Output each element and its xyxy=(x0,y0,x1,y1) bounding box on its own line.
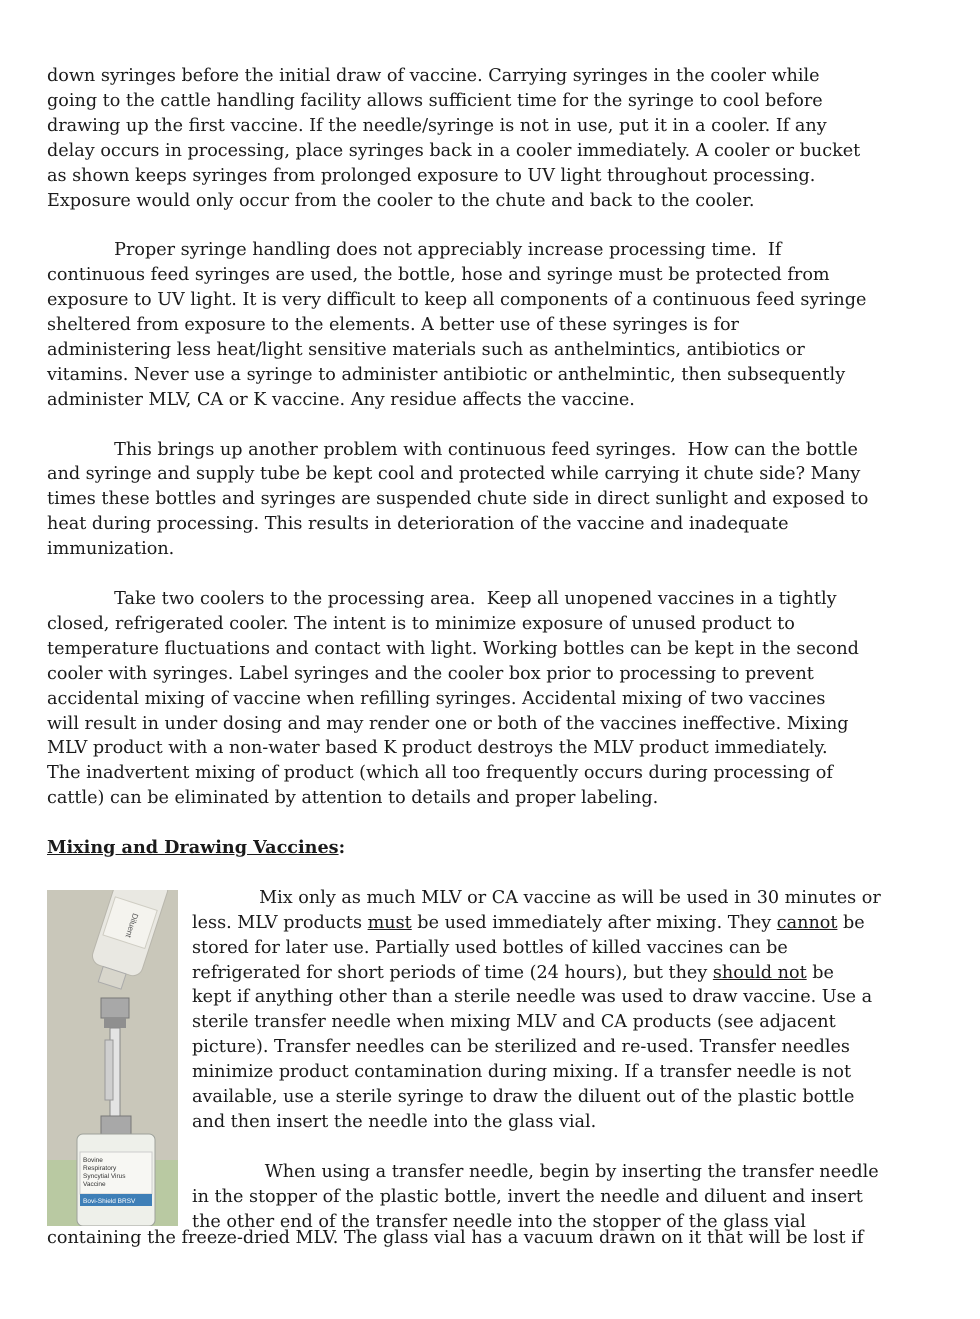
paragraph-two-coolers xyxy=(47,587,917,811)
text-line: sterile transfer needle when mixing MLV and CA products (see adjacent xyxy=(192,1012,836,1033)
text-line: accidental mixing of vaccine when refilling syringes. Accidental mixing of two vaccines xyxy=(47,688,826,709)
underlined-text: should not xyxy=(712,962,807,983)
text-line: continuous feed syringes are used, the bottle, hose and syringe must be protected from xyxy=(47,265,830,286)
transfer-needle-photo xyxy=(47,890,178,1226)
vial-label-line: Bovine xyxy=(83,1156,103,1164)
paragraph-syringe-cooling xyxy=(47,64,917,213)
text-line: and then insert the needle into the glass vial. xyxy=(192,1111,597,1132)
text-span: be used immediately after mixing. They xyxy=(411,912,777,933)
text-line: will result in under dosing and may render one or both of the vaccines ineffective. Mixing xyxy=(47,713,849,734)
vial-band-label: Bovi-Shield BRSV xyxy=(83,1197,136,1205)
mixing-text xyxy=(192,886,881,1235)
text-line: down syringes before the initial draw of vaccine. Carrying syringes in the cooler while xyxy=(47,66,820,86)
text-line: temperature fluctuations and contact with light. Working bottles can be kept in the second xyxy=(47,638,859,659)
text-line: MLV product with a non-water based K product destroys the MLV product immediately. xyxy=(47,738,828,759)
text-line: in the stopper of the plastic bottle, invert the needle and diluent and insert xyxy=(192,1186,863,1207)
text-line: This brings up another problem with continuous feed syringes. How can the bottle xyxy=(47,439,858,460)
text-line: drawing up the first vaccine. If the needle/syringe is not in use, put it in a cooler. If any xyxy=(47,115,827,136)
text-line: administering less heat/light sensitive materials such as anthelmintics, antibiotics or xyxy=(47,339,805,360)
bottle-label: Diluent xyxy=(123,911,140,939)
text-line: Mix only as much MLV or CA vaccine as will be used in 30 minutes or xyxy=(192,887,881,908)
text-line: The inadvertent mixing of product (which all too frequently occurs during processing of xyxy=(47,763,833,784)
text-line: Proper syringe handling does not appreciably increase processing time. If xyxy=(47,240,782,261)
text-line xyxy=(192,911,881,936)
paragraph-syringe-handling xyxy=(47,238,917,412)
section-heading-colon: : xyxy=(338,837,346,859)
text-line: delay occurs in processing, place syringes back in a cooler immediately. A cooler or bucket xyxy=(47,140,861,161)
text-line: Exposure would only occur from the cooler to the chute and back to the cooler. xyxy=(47,190,755,211)
text-line: stored for later use. Partially used bottles of killed vaccines can be xyxy=(192,937,788,958)
text-line: immunization. xyxy=(47,539,175,560)
document-page xyxy=(47,64,917,1251)
text-line: sheltered from exposure to the elements. A better use of these syringes is for xyxy=(47,315,739,336)
text-span: be xyxy=(837,912,865,933)
text-line: heat during processing. This results in deterioration of the vaccine and inadequate xyxy=(47,514,789,535)
underlined-text: must xyxy=(367,912,412,933)
text-line: picture). Transfer needles can be sterilized and re-used. Transfer needles xyxy=(192,1037,850,1058)
underlined-text: cannot xyxy=(776,912,838,933)
text-line xyxy=(192,961,881,986)
section-heading xyxy=(47,836,917,861)
text-span: be xyxy=(806,962,834,983)
text-line: closed, refrigerated cooler. The intent is to minimize exposure of unused product to xyxy=(47,613,795,634)
text-line: available, use a sterile syringe to draw the diluent out of the plastic bottle xyxy=(192,1087,855,1108)
text-line: and syringe and supply tube be kept cool and protected while carrying it chute side? Many xyxy=(47,464,861,485)
text-span: refrigerated for short periods of time (24 hours), but they xyxy=(192,962,713,983)
text-line: as shown keeps syringes from prolonged exposure to UV light throughout processing. xyxy=(47,165,816,186)
text-line: cooler with syringes. Label syringes and the cooler box prior to processing to prevent xyxy=(47,663,814,684)
text-line: vitamins. Never use a syringe to administer antibiotic or anthelmintic, then subsequently xyxy=(47,364,846,385)
vial-label-line: Syncytial Virus xyxy=(83,1172,126,1180)
text-line: containing the freeze-dried MLV. The glass vial has a vacuum drawn on it that will be lost if xyxy=(47,1227,864,1248)
text-line: times these bottles and syringes are suspended chute side in direct sunlight and exposed to xyxy=(47,489,869,510)
vial-label-line: Vaccine xyxy=(83,1180,106,1188)
text-line: minimize product contamination during mixing. If a transfer needle is not xyxy=(192,1062,852,1083)
text-line: the other end of the transfer needle into the stopper of the glass vial xyxy=(192,1211,806,1232)
text-line: exposure to UV light. It is very difficult to keep all components of a continuous feed syringe xyxy=(47,290,867,311)
text-line: When using a transfer needle, begin by inserting the transfer needle xyxy=(192,1161,879,1182)
text-line: cattle) can be eliminated by attention to details and proper labeling. xyxy=(47,788,659,809)
vial-label-line: Respiratory xyxy=(83,1164,117,1172)
text-line: kept if anything other than a sterile needle was used to draw vaccine. Use a xyxy=(192,987,873,1008)
text-span: less. MLV products xyxy=(192,912,368,933)
text-line: going to the cattle handling facility allows sufficient time for the syringe to cool before xyxy=(47,90,823,111)
paragraph-continuous-feed xyxy=(47,438,917,563)
figure-with-text xyxy=(47,886,917,1232)
text-line: Take two coolers to the processing area. Keep all unopened vaccines in a tightly xyxy=(47,588,837,609)
text-line: administer MLV, CA or K vaccine. Any residue affects the vaccine. xyxy=(47,389,635,410)
section-heading-text: Mixing and Drawing Vaccines xyxy=(47,837,339,859)
